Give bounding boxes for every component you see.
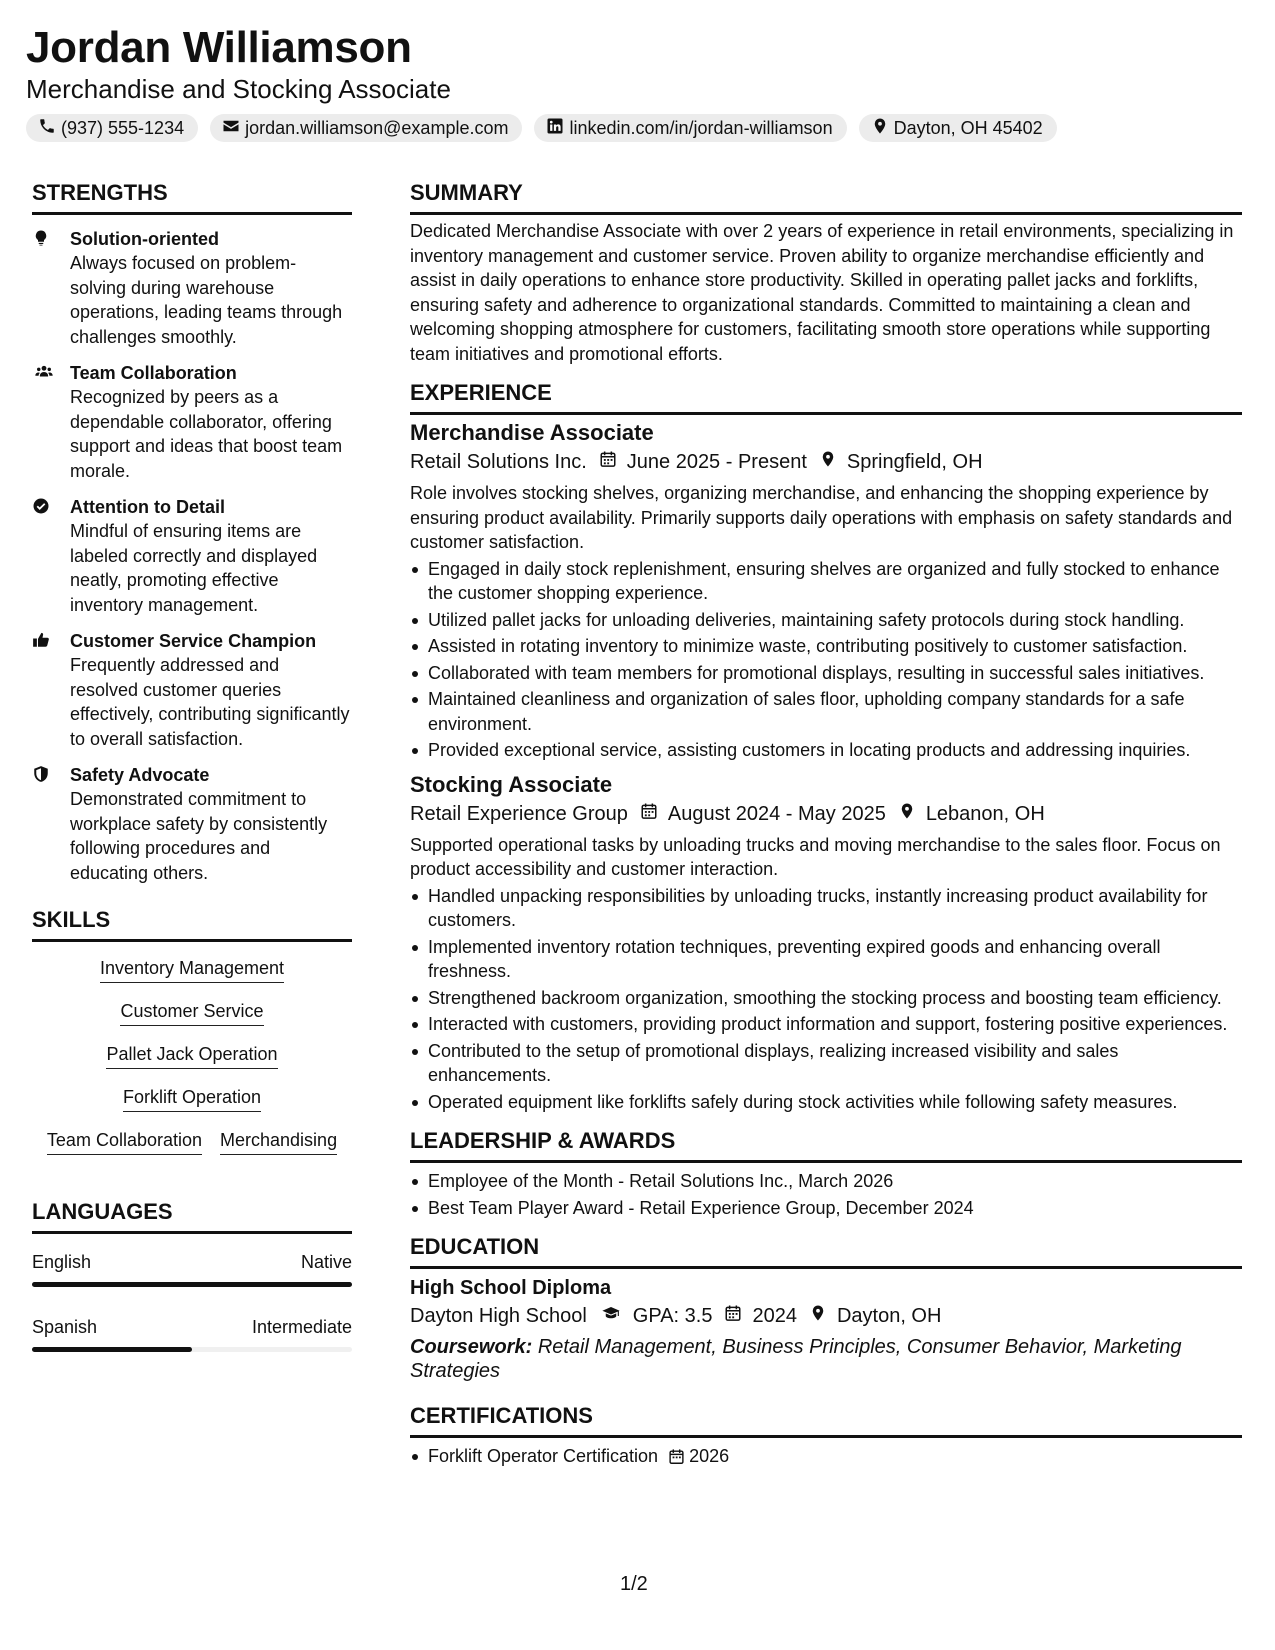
job-location-group [898,799,1045,829]
certification-item [410,1444,1242,1469]
job-dates-group [599,447,807,477]
email-chip[interactable] [210,114,522,142]
job-bullet: Collaborated with team members for promotional displays, resulting in successful sales initiatives. [410,661,1242,686]
language-level: Intermediate [251,1317,352,1337]
thumbs-up-icon [32,629,70,751]
strength-description: Recognized by peers as a dependable collaborator, offering support and ideas that boost team morale. [70,387,343,481]
job-bullet: Interacted with customers, providing product information and support, fostering positive experiences. [410,1012,1242,1037]
job-bullet: Engaged in daily stock replenishment, ensuring shelves are organized and fully stocked to enhance the customer shopping experience. [410,557,1242,606]
education-school: Dayton High School [410,1305,587,1327]
strength-title: Customer Service Champion [70,631,317,651]
job-title: Stocking Associate [410,771,613,797]
certifications-heading: CERTIFICATIONS [410,1403,1242,1438]
linkedin-text: linkedin.com/in/jordan-williamson [569,117,833,138]
shield-icon [32,763,70,885]
job-bullets [410,557,1242,763]
map-pin-icon [809,1301,827,1331]
candidate-title: Merchandise and Stocking Associate [26,74,451,104]
linkedin-chip[interactable] [534,114,846,142]
strength-title: Safety Advocate [70,765,210,785]
contact-bar [26,114,1226,142]
language-name: English [32,1252,92,1272]
strengths-heading: STRENGTHS [32,180,352,215]
job-bullet: Strengthened backroom organization, smoothing the stocking process and boosting team efficiency. [410,986,1242,1011]
job-description: Supported operational tasks by unloading trucks and moving merchandise to the sales floor. Focus on product accessibility and customer interaction. [410,834,1221,879]
location-text: Dayton, OH 45402 [893,117,1043,138]
map-pin-icon [898,799,916,829]
strength-item [32,227,352,349]
job-location: Springfield, OH [846,451,983,473]
strength-item [32,763,352,885]
check-circle-icon [32,495,70,617]
calendar-icon [599,447,617,477]
language-item [32,1250,352,1287]
language-level: Native [300,1252,352,1272]
strength-item [32,629,352,751]
location-chip[interactable] [859,114,1057,142]
skills-heading: SKILLS [32,907,352,942]
skill-tag: Merchandising [220,1128,337,1155]
job-dates: June 2025 - Present [626,451,807,473]
job-dates: August 2024 - May 2025 [667,802,886,825]
phone-icon [38,117,56,140]
summary-heading: SUMMARY [410,180,1242,215]
page-number: 1/2 [620,1573,648,1595]
education-location: Dayton, OH [836,1305,942,1327]
candidate-name: Jordan Williamson [26,23,412,72]
job-bullet: Provided exceptional service, assisting customers in locating products and addressing inquiries. [410,738,1242,763]
job-company: Retail Experience Group [410,802,628,825]
graduation-cap-icon [599,1301,623,1331]
job-title: Merchandise Associate [410,420,654,445]
job-bullet: Utilized pallet jacks for unloading deliveries, maintaining safety protocols during stock handling. [410,608,1242,633]
certifications-list [410,1444,1242,1469]
language-name: Spanish [32,1317,98,1337]
language-proficiency-bar [32,1347,352,1352]
phone-text: (937) 555-1234 [61,117,185,138]
education-gpa: GPA: 3.5 [632,1305,713,1327]
skill-tag: Pallet Jack Operation [106,1042,277,1069]
job-bullet: Assisted in rotating inventory to minimize waste, contributing positively to customer satisfaction. [410,634,1242,659]
job-meta [410,799,1242,829]
education-year-group [724,1301,797,1331]
users-icon [32,361,70,483]
envelope-icon [222,117,240,140]
education-entry [410,1275,1242,1383]
language-proficiency-fill [32,1282,352,1287]
job-entry [410,419,1242,763]
languages-heading: LANGUAGES [32,1199,352,1234]
language-item [32,1315,352,1352]
coursework-label: Coursework: [410,1336,533,1358]
skill-tag: Forklift Operation [123,1085,261,1112]
skill-tag: Inventory Management [100,956,284,983]
language-proficiency-fill [32,1347,192,1352]
certification-name: Forklift Operator Certification [428,1446,659,1466]
job-bullet: Maintained cleanliness and organization of sales floor, upholding company standards for a safe environment. [410,687,1242,736]
awards-heading: LEADERSHIP & AWARDS [410,1128,1242,1163]
calendar-icon [640,799,658,829]
lightbulb-icon [32,227,70,349]
strength-item [32,495,352,617]
education-heading: EDUCATION [410,1234,1242,1269]
strength-item [32,361,352,483]
job-location-group [819,447,983,477]
skill-tag: Team Collaboration [47,1128,202,1155]
strength-title: Team Collaboration [70,363,237,383]
coursework [410,1335,1242,1383]
strength-description: Frequently addressed and resolved customer queries effectively, contributing significantly to overall satisfaction. [70,655,350,749]
job-company: Retail Solutions Inc. [410,451,587,473]
language-proficiency-bar [32,1282,352,1287]
left-column [32,180,352,1352]
job-location: Lebanon, OH [925,802,1045,825]
skills-list [32,956,352,1155]
strength-description: Mindful of ensuring items are labeled correctly and displayed neatly, promoting effective inventory management. [70,521,318,615]
job-bullet: Contributed to the setup of promotional displays, realizing increased visibility and sales enhancements. [410,1039,1242,1088]
calendar-icon [724,1301,742,1331]
right-column [410,180,1242,1471]
education-location-group [809,1301,941,1331]
strength-title: Solution-oriented [70,229,219,249]
job-bullet: Implemented inventory rotation techniques, preventing expired goods and enhancing overall freshness. [410,935,1242,984]
award-item: Best Team Player Award - Retail Experience Group, December 2024 [410,1196,1242,1221]
education-year: 2024 [752,1305,797,1327]
certification-year: 2026 [689,1446,730,1466]
skill-tag: Customer Service [120,999,263,1026]
awards-list [410,1169,1242,1220]
calendar-icon [668,1448,685,1465]
map-pin-icon [871,117,889,140]
job-bullets [410,884,1242,1115]
job-description: Role involves stocking shelves, organizing merchandise, and enhancing the shopping experience by ensuring product availability. Primarily supports daily operations with emphasis on safety standards and customer satisfaction. [410,483,1233,552]
experience-heading: EXPERIENCE [410,380,1242,415]
education-degree: High School Diploma [410,1277,612,1299]
job-bullet: Operated equipment like forklifts safely during stock activities while following safety measures. [410,1090,1242,1115]
linkedin-icon [546,117,564,140]
job-meta [410,447,1242,477]
job-dates-group [640,799,886,829]
map-pin-icon [819,447,837,477]
award-item: Employee of the Month - Retail Solutions Inc., March 2026 [410,1169,1242,1194]
resume-header [26,22,1226,142]
email-text: jordan.williamson@example.com [245,117,509,138]
job-bullet: Handled unpacking responsibilities by unloading trucks, instantly increasing product availability for customers. [410,884,1242,933]
strength-description: Always focused on problem-solving during warehouse operations, leading teams through challenges smoothly. [70,253,343,347]
strength-description: Demonstrated commitment to workplace safety by consistently following procedures and educating others. [70,789,328,883]
job-entry [410,771,1242,1115]
education-meta [410,1301,1242,1331]
education-gpa-group [599,1301,713,1331]
phone-chip[interactable] [26,114,198,142]
strength-title: Attention to Detail [70,497,225,517]
summary-text: Dedicated Merchandise Associate with over 2 years of experience in retail environments, specializing in inventory management and customer service. Proven ability to organize merchandise efficiently and assist in daily operations to enhance store productivity. Skilled in operating pallet jacks and forklifts, ensuring safety and adherence to organizational standards. Committed to maintaining a clean and welcoming shopping atmosphere for customers, facilitating smooth store operations while supporting team initiatives and promotional efforts. [410,221,1234,364]
coursework-text: Retail Management, Business Principles, Consumer Behavior, Marketing Strategies [410,1336,1182,1382]
